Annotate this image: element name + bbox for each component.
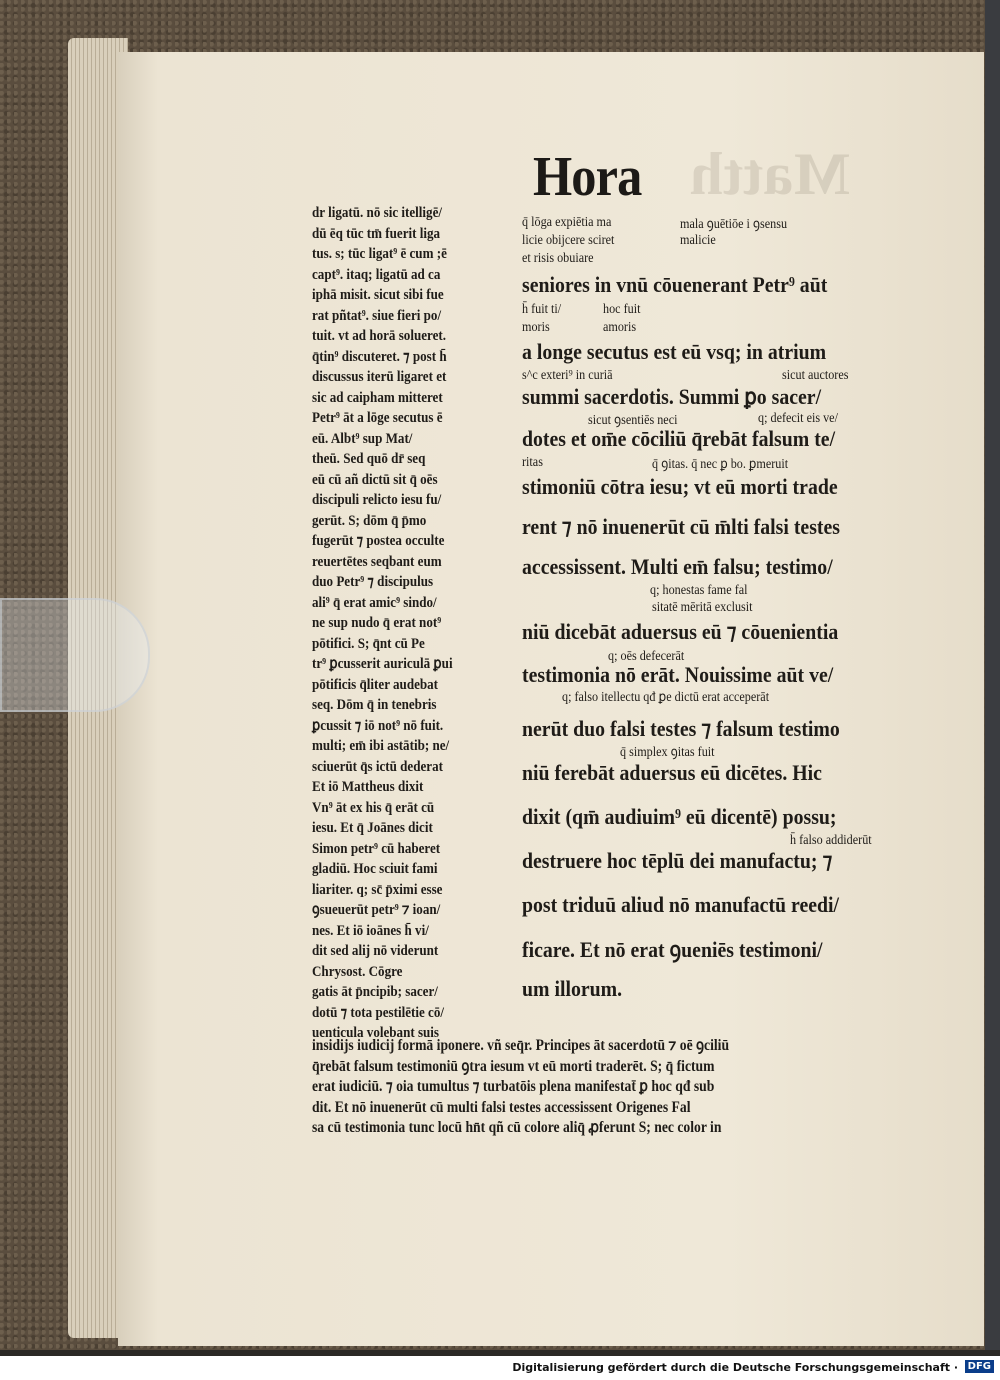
text-line: Vn⁹ āt ex his q̄ erāt cū <box>312 798 435 816</box>
text-line: reuertētes seqbant eum <box>312 552 442 570</box>
text-line: nes. Et iō ioānes h̄ vi/ <box>312 921 429 939</box>
text-line: gatis āt p̄ncipib; sacer/ <box>312 983 438 1000</box>
text-line: ꝯsueuerūt petr⁹ ⁊ ioan/ <box>312 901 441 918</box>
gloss: sitatē mēritā exclusit <box>652 599 753 614</box>
gloss: hoc fuit <box>603 301 641 316</box>
text-line: pōtificis q̄liter audebat <box>312 675 439 693</box>
text-line: ne sup nudo q̄ erat not⁹ <box>312 614 442 631</box>
gloss: q; falso itellectu qđ ꝑe dictū erat acceperāt <box>562 689 770 704</box>
text-line: multi; em̄ ibi astātib; ne/ <box>312 737 450 754</box>
text-line: ali⁹ q̄ erat amic⁹ sindo/ <box>312 593 437 611</box>
main-text-line: dotes et om̄e cōciliū q̄rebāt falsum te/ <box>522 426 836 451</box>
text-line: sciuerūt q̄s ictū dederat <box>312 757 443 775</box>
main-text-line: niū ferebāt aduersus eū dicētes. Hic <box>522 760 822 785</box>
text-line: q̄tin⁹ discuteret. ⁊ post h̄ <box>312 347 447 365</box>
text-line: iphā misit. sicut sibi fue <box>312 286 444 303</box>
gloss: moris <box>522 319 550 334</box>
gloss: amoris <box>603 319 637 334</box>
text-line: uenticula volebant suis <box>312 1024 440 1041</box>
text-line: Chrysost. Cōgre <box>312 962 403 980</box>
page-heading: Hora <box>533 146 642 208</box>
bottom-commentary <box>312 1036 786 1139</box>
gloss: mala ꝯuētiōe i ꝯsensu <box>680 216 788 231</box>
footer-bar <box>0 1356 1000 1380</box>
main-text-line: accessissent. Multi em̄ falsu; testimo/ <box>522 554 833 579</box>
gloss: s^c exteri⁹ in curiā <box>522 367 613 382</box>
text-line: q̄rebāt falsum testimoniū ꝯtra iesum vt eū morti traderēt. S; q̄ fictum <box>312 1057 715 1075</box>
bleed-through-text: Matth <box>690 141 850 207</box>
text-line: gladiū. Hoc sciuit fami <box>312 860 438 877</box>
text-line: erat iudiciū. ⁊ oia tumultus ⁊ turbatōis plena manifestat̄ ꝑ hoc qđ sub <box>312 1078 715 1095</box>
text-line: discipuli relicto iesu fu/ <box>312 491 442 508</box>
text-line: capt⁹. itaq; ligatū ad ca <box>312 265 441 283</box>
gloss: h̄ fuit ti/ <box>522 301 562 316</box>
main-text-line: nerūt duo falsi testes ⁊ falsum testimo <box>522 716 840 741</box>
gloss: h̄ falso addiderūt <box>790 832 872 847</box>
main-text-line: niū dicebāt aduersus eū ⁊ cōuenientia <box>522 619 839 644</box>
gloss: malicie <box>680 232 716 247</box>
main-text-line: destruere hoc tēplū dei manufactu; ⁊ <box>522 848 833 873</box>
scan-background-strip <box>985 0 1000 1350</box>
text-line: pōtifici. S; q̄nt cū Pe <box>312 634 425 652</box>
main-text-line: a longe secutus est eū vsq; in atrium <box>522 339 827 364</box>
gloss: q; defecit eis ve/ <box>758 410 838 425</box>
text-line: sic ad caipham mitteret <box>312 388 443 406</box>
gloss: q; honestas fame fal <box>650 582 748 597</box>
text-line: theū. Sed quō dr̄ seq <box>312 450 426 467</box>
gloss: ritas <box>522 454 543 469</box>
text-line: duo Petr⁹ ⁊ discipulus <box>312 573 434 590</box>
text-line: ꝑcussit ⁊ iō not⁹ nō fuit. <box>312 716 444 734</box>
text-line: insidijs iudicij formā iponere. vñ seq̄r. Principes āt sacerdotū ⁊ oē ꝯciliū <box>312 1037 730 1054</box>
gloss: et risis obuiare <box>522 250 594 265</box>
text-line: discussus iterū ligaret et <box>312 368 447 385</box>
text-line: dit. Et nō inuenerūt cū multi falsi testes accessissent Origenes Fal <box>312 1098 691 1116</box>
text-line: tr⁹ ꝑcusserit auriculā ꝑui <box>312 655 453 672</box>
funding-credit: Digitalisierung gefördert durch die Deutsche Forschungsgemeinschaft · <box>512 1361 958 1374</box>
text-line: seq. Dōm q̄ in tenebris <box>312 696 437 713</box>
gloss: q̄ ꝯitas. q̄ nec ꝑ bo. ꝑmeruit <box>652 456 789 471</box>
text-line: tus. s; tūc ligat⁹ ē cum ;ē <box>312 245 447 262</box>
text-line: rat pñtat⁹. siue fieri po/ <box>312 306 442 324</box>
dfg-logo: DFG <box>965 1360 994 1373</box>
gloss: q; oēs defecerāt <box>608 648 685 663</box>
main-text-line: dixit (qm̄ audiuim⁹ eū dicentē) possu; <box>522 804 837 829</box>
main-text-line: testimonia nō erāt. Nouissime aūt ve/ <box>522 662 834 687</box>
text-line: dotū ⁊ tota pestilētie cō/ <box>312 1003 445 1021</box>
text-line: Et iō Mattheus dixit <box>312 778 424 795</box>
text-line: liariter. q; sc̄ p̄ximi esse <box>312 880 443 898</box>
page-clip <box>0 598 150 712</box>
main-text-line: stimoniū cōtra iesu; vt eū morti trade <box>522 474 838 499</box>
text-line: eū cū añ dictū sit q̄ oēs <box>312 470 438 488</box>
gloss: sicut ꝯsentiēs neci <box>588 412 678 427</box>
text-line: gerūt. S; dōm q̄ p̄mo <box>312 511 427 529</box>
gloss: licie obijcere sciret <box>522 232 615 247</box>
main-text-line: um illorum. <box>522 976 623 1001</box>
text-line: Petr⁹ āt a lōge secutus ē <box>312 409 443 426</box>
text-line: dr ligatū. nō sic itelligē/ <box>312 204 443 221</box>
gloss: q̄ lōga expiētia ma <box>522 214 612 229</box>
main-text-line: summi sacerdotis. Summi ꝑo sacer/ <box>522 384 822 409</box>
main-text-line: ficare. Et nō erat ꝯueniēs testimoni/ <box>522 937 823 962</box>
main-text-line: rent ⁊ nō inuenerūt cū m̄lti falsi testes <box>522 514 841 539</box>
text-line: Simon petr⁹ cū haberet <box>312 839 441 857</box>
text-line: sa cū testimonia tunc locū hn̄t qñ cū colore aliq̄ ꝓferunt S; nec color in <box>312 1119 722 1136</box>
main-text-line: post triduū aliud nō manufactū reedi/ <box>522 892 840 917</box>
text-line: fugerūt ⁊ postea occulte <box>312 532 445 549</box>
left-commentary-column <box>312 203 517 1044</box>
main-text-line: seniores in vnū cōuenerant Petr⁹ aūt <box>522 272 828 297</box>
text-line: dit sed alij nō viderunt <box>312 942 439 959</box>
text-line: tuit. vt ad horā solueret. <box>312 327 446 344</box>
gloss: q̄ simplex ꝯitas fuit <box>620 744 715 759</box>
text-line: dū ēq tūc tm̄ fuerit liga <box>312 224 441 242</box>
gloss: sicut auctores <box>782 367 849 382</box>
text-line: iesu. Et q̄ Joānes dicit <box>312 819 433 836</box>
text-line: eū. Albt⁹ sup Mat/ <box>312 429 413 447</box>
